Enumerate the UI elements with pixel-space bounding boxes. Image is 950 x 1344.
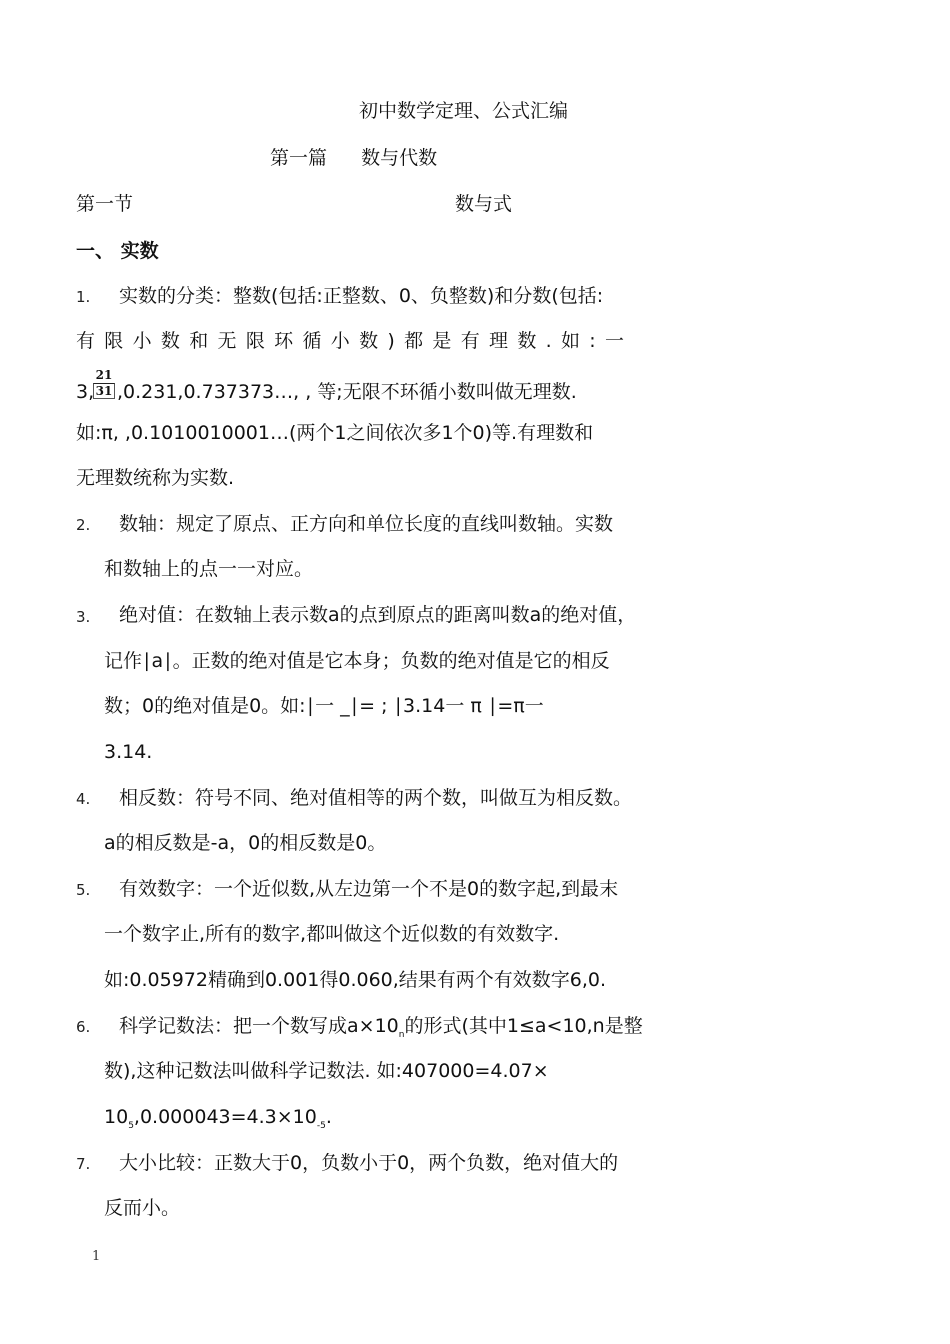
item-5-line-2: 一个数字止,所有的数字,都叫做这个近似数的有效数字. [104, 923, 560, 945]
item-7-line-1: 大小比较：正数大于0，负数小于0，两个负数，绝对值大的 [119, 1152, 619, 1174]
item-6-line-3 [104, 1105, 332, 1138]
exponent-5: 5 [128, 1120, 134, 1131]
item-3-line-2: 记作∣a∣。正数的绝对值是它本身；负数的绝对值是它的相反 [104, 650, 610, 672]
item-number: 2. [76, 516, 91, 534]
page-number: 1 [92, 1249, 101, 1264]
item-7-line-2: 反而小。 [104, 1197, 181, 1219]
fraction [93, 368, 115, 398]
item-3-line-4: 3.14. [104, 741, 153, 763]
item-2-line-2: 和数轴上的点一一对应。 [104, 558, 314, 580]
item-6-line-1b: 的形式(其中1≤a<10,n是整 [404, 1015, 643, 1037]
item-3-line-3: 数；0的绝对值是0。如:∣一 _∣= ; ∣3.14一 π ∣=π一 [104, 695, 544, 717]
item-1-line-3-start: 3, [76, 381, 95, 403]
item-6-line-3a: 10 [104, 1106, 129, 1128]
item-4-line-2: a的相反数是-a，0的相反数是0。 [104, 832, 387, 854]
item-5-line-3: 如:0.05972精确到0.001得0.060,结果有两个有效数字6,0. [104, 969, 607, 991]
item-4-line-1: 相反数：符号不同、绝对值相等的两个数，叫做互为相反数。 [119, 787, 633, 809]
section-label: 第一节 [76, 193, 134, 215]
part-name: 数与代数 [361, 147, 438, 169]
item-number: 1. [76, 288, 91, 306]
fraction-denominator: 31 [93, 383, 115, 399]
item-5-line-1: 有效数字：一个近似数,从左边第一个不是0的数字起,到最末 [119, 878, 619, 900]
document-title: 初中数学定理、公式汇编 [359, 100, 569, 122]
item-1-line-2: 有限小数和无限环循小数)都是有理数.如:一 [76, 330, 624, 352]
item-6-line-1a: 科学记数法：把一个数写成a×10 [119, 1015, 399, 1037]
item-1-line-4: 如:π, ,0.1010010001…(两个1之间依次多1个0)等.有理数和 [76, 422, 594, 444]
item-number: 3. [76, 608, 91, 626]
item-6-line-3c: . [325, 1106, 332, 1128]
part-label: 第一篇 [270, 147, 328, 169]
item-1-line-1: 实数的分类：整数(包括:正整数、0、负整数)和分数(包括: [119, 285, 604, 307]
item-6-line-2: 数),这种记数法叫做科学记数法. 如:407000=4.07× [104, 1060, 549, 1082]
item-number: 4. [76, 790, 91, 808]
item-6-line-1 [119, 1014, 643, 1047]
item-number: 5. [76, 881, 91, 899]
item-1-line-5: 无理数统称为实数. [76, 467, 235, 489]
item-3-line-1: 绝对值：在数轴上表示数a的点到原点的距离叫数a的绝对值， [119, 604, 637, 626]
item-1-line-3-rest: ,0.231,0.737373…, , 等;无限不环循小数叫做无理数. [117, 381, 577, 403]
section-name: 数与式 [455, 193, 513, 215]
item-number: 7. [76, 1155, 91, 1173]
exponent-n: n [398, 1029, 405, 1040]
item-2-line-1: 数轴：规定了原点、正方向和单位长度的直线叫数轴。实数 [119, 513, 614, 535]
subsection-heading: 一、 实数 [76, 240, 159, 262]
part-heading [270, 146, 437, 170]
fraction-numerator: 21 [95, 368, 113, 382]
item-number: 6. [76, 1018, 91, 1036]
item-6-line-3b: ,0.000043=4.3×10 [133, 1106, 317, 1128]
exponent-neg5: -5 [316, 1120, 326, 1131]
